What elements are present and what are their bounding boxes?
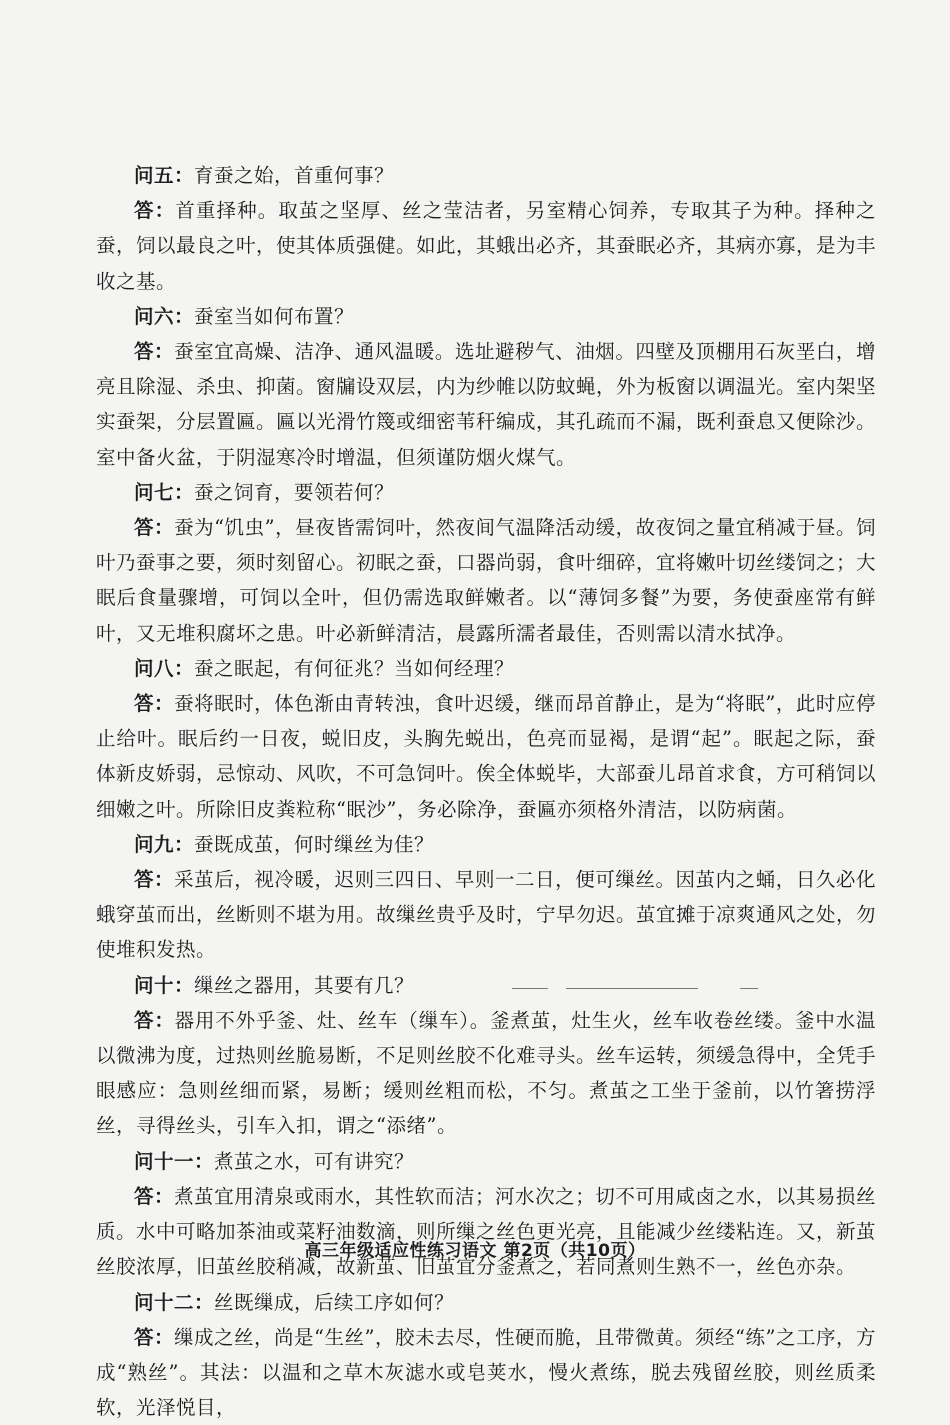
answer-text: 采茧后，视冷暖，迟则三四日、早则一二日，便可缫丝。因茧内之蛹，日久必化蛾穿茧而出，丝断则不堪为用。故缫丝贵乎及时，宁早勿迟。茧宜摊于凉爽通风之处，勿使堆积发热。 [96,868,877,962]
answer-label: 答： [134,516,175,540]
answer-label: 答： [134,1325,175,1349]
question-text: 蚕既成茧，何时缫丝为佳？ [194,832,435,856]
answer-text: 缫成之丝，尚是“生丝”，胶未去尽，性硬而脆，且带微黄。须经“练”之工序，方成“熟丝”。其法：以温和之草木灰滤水或皂荚水，慢火煮练，脱去残留丝胶，则丝质柔软，光泽悦目， [96,1325,876,1420]
question-text: 煮茧之水，可有讲究？ [214,1149,415,1173]
scan-mark-1 [512,988,548,989]
question [96,651,876,686]
question-text: 蚕室当如何布置？ [194,304,355,328]
answer-text: 首重择种。取茧之坚厚、丝之莹洁者，另室精心饲养，专取其子为种。择种之蚕，饲以最良之叶，使其体质强健。如此，其蛾出必齐，其蚕眠必齐，其病亦寡，是为丰收之基。 [96,199,877,293]
page-footer: 高三年级适应性练习语文 第2页（共10页） [304,1241,646,1261]
question [96,299,876,334]
answer-text: 蚕将眠时，体色渐由青转浊，食叶迟缓，继而昂首静止，是为“将眠”，此时应停止给叶。眠后约一日夜，蜕旧皮，头胸先蜕出，色亮而显褐，是谓“起”。眠起之际，蚕体新皮娇弱，忌惊动、风吹，不可急饲叶。俟全体蜕毕，大部蚕儿昂首求食，方可稍饲以细嫩之叶。所除旧皮粪粒称“眠沙”，务必除净，蚕匾亦须格外清洁，以防病菌。 [96,692,877,821]
question [96,1144,876,1179]
answer-text: 蚕为“饥虫”，昼夜皆需饲叶，然夜间气温降活动缓，故夜饲之量宜稍减于昼。饲叶乃蚕事之要，须时刻留心。初眠之蚕，口器尚弱，食叶细碎，宜将嫩叶切丝缕饲之；大眠后食量骤增，可饲以全叶，但仍需选取鲜嫩者。以“薄饲多餐”为要，务使蚕座常有鲜叶，又无堆积腐坏之患。叶必新鲜清洁，晨露所濡者最佳，否则需以清水拭净。 [96,516,877,645]
answer-text: 蚕室宜高燥、洁净、通风温暖。选址避秽气、油烟。四壁及顶棚用石灰垩白，增亮且除湿、杀虫、抑菌。窗牖设双层，内为纱帷以防蚊蝇，外为板窗以调温光。室内架坚实蚕架，分层置匾。匾以光滑竹篾或细密苇秆编成，其孔疏而不漏，既利蚕息又便除沙。室中备火盆，于阴湿寒冷时增温，但须谨防烟火煤气。 [96,340,877,469]
answer [96,686,876,827]
question-text: 蚕之眠起，有何征兆？当如何经理？ [194,656,515,680]
question [96,1285,876,1320]
answer [96,193,876,299]
question-text: 育蚕之始，首重何事？ [194,164,395,187]
question-text: 蚕之饲育，要领若何？ [194,480,395,504]
question-label: 问九： [134,832,195,856]
answer-text: 器用不外乎釜、灶、丝车（缫车）。釜煮茧，灶生火，丝车收卷丝缕。釜中水温以微沸为度，过热则丝脆易断，不足则丝胶不化难寻头。丝车运转，须缓急得中，全凭手眼感应：急则丝细而紧，易断；缓则丝粗而松，不匀。煮茧之工坐于釜前，以竹箸捞浮丝，寻得丝头，引车入扣，谓之“添绪”。 [96,1008,877,1138]
question-label: 问七： [134,480,195,504]
answer [96,1003,876,1144]
question-label: 问十一： [134,1149,215,1173]
answer-label: 答： [134,692,175,716]
question-text: 缫丝之器用，其要有几？ [194,973,415,997]
question-label: 问五： [134,164,195,187]
scan-mark-3 [740,988,758,989]
question-label: 问八： [134,656,195,680]
answer [96,510,876,651]
answer-text: 煮茧宜用清泉或雨水，其性软而洁；河水次之；切不可用咸卤之水，以其易损丝质。水中可略加茶油或菜籽油数滴，则所缫之丝色更光亮，且能减少丝缕粘连。又，新茧丝胶浓厚，旧茧丝胶稍减，故新茧、旧茧宜分釜煮之，若同煮则生熟不一，丝色亦杂。 [96,1184,877,1279]
answer-label: 答： [134,199,176,223]
question-label: 问十二： [134,1290,215,1314]
question [96,968,876,1003]
question [96,475,876,510]
answer-label: 答： [134,1008,175,1032]
answer [96,862,876,968]
question [96,827,876,862]
scan-mark-2 [566,988,698,989]
answer [96,1179,876,1285]
question-label: 问六： [134,304,195,328]
question [96,158,876,193]
question-label: 问十： [134,973,195,997]
question-text: 丝既缫成，后续工序如何？ [214,1290,455,1314]
answer-label: 答： [134,868,175,892]
qa-content [96,158,876,1425]
answer [96,334,876,475]
answer [96,1320,876,1425]
answer-label: 答： [134,1184,175,1208]
answer-label: 答： [134,340,175,364]
